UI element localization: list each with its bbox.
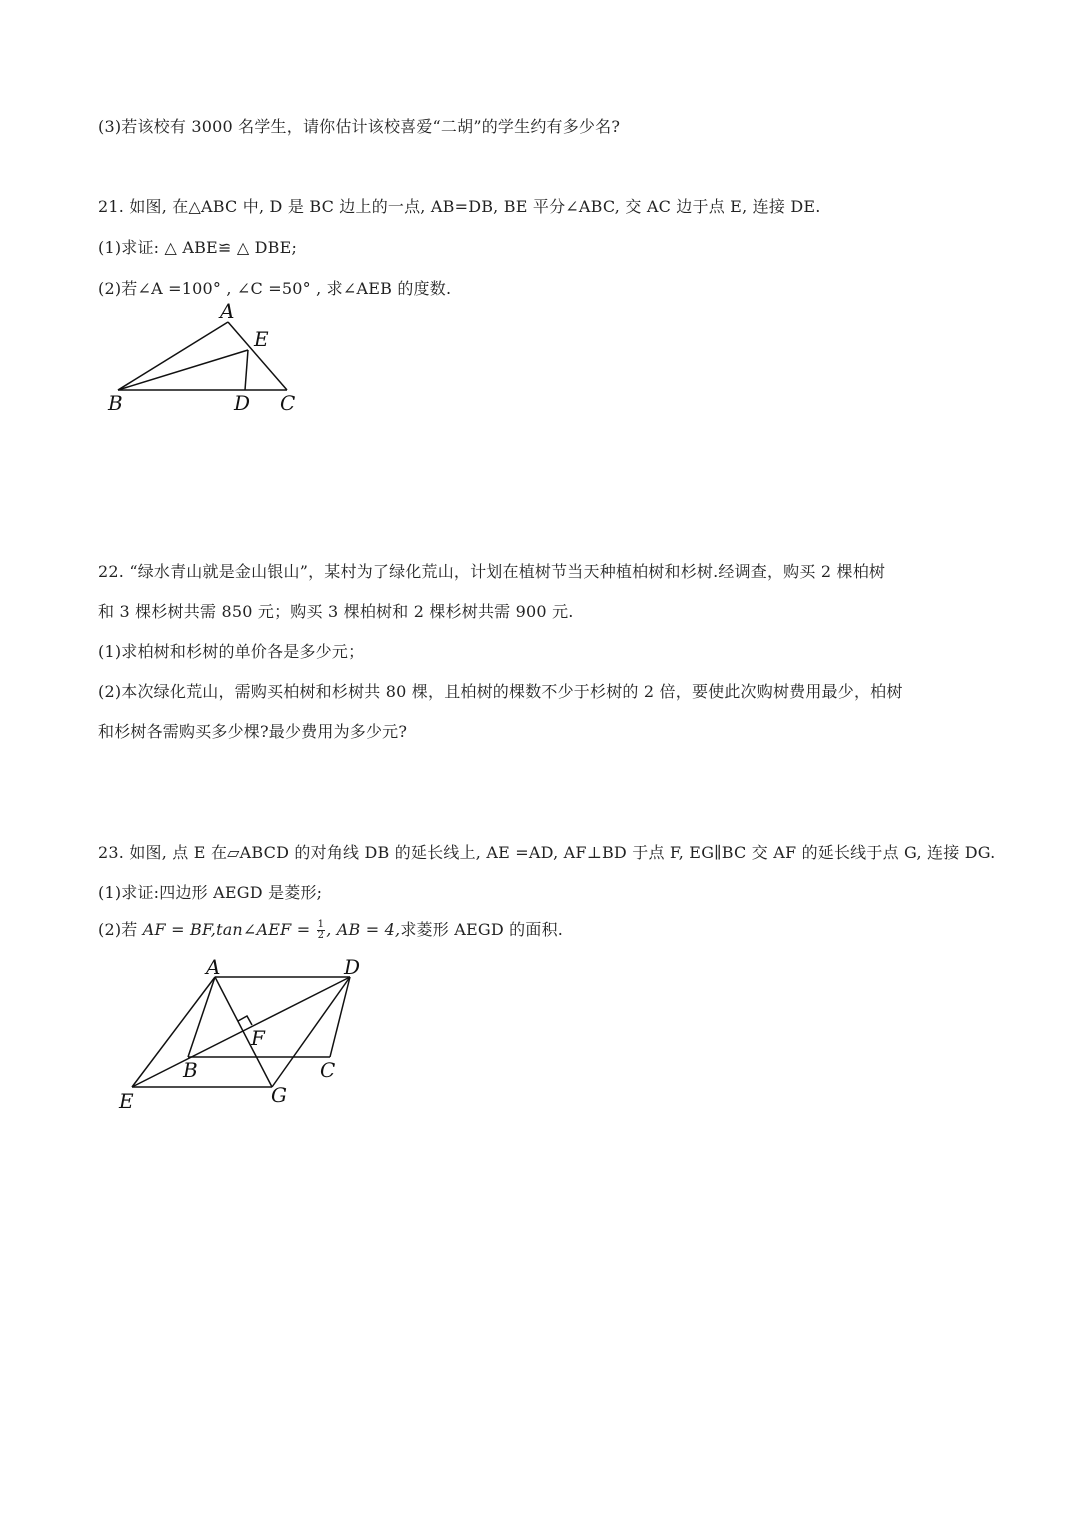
- label-d: D: [344, 955, 361, 979]
- label-b: B: [108, 391, 123, 415]
- q23-part2-suffix: 求菱形 AEGD 的面积.: [400, 920, 564, 939]
- label-g: G: [271, 1083, 287, 1107]
- q22-part2-line1: (2)本次绿化荒山，需购买柏树和杉树共 80 棵，且柏树的棵数不少于杉树的 2 倍，要使此次购树费用最少，柏树: [98, 682, 903, 701]
- label-a: A: [206, 955, 221, 979]
- q22-stem-line1: 22. “绿水青山就是金山银山”，某村为了绿化荒山，计划在植树节当天种植柏树和杉树.经调查，购买 2 棵柏树: [98, 562, 886, 581]
- q23-rhombus-figure: [110, 950, 380, 1115]
- q23-fraction: [317, 920, 326, 941]
- label-e: E: [254, 327, 269, 351]
- q21-part1: (1)求证: △ ABE≌ △ DBE;: [98, 238, 298, 257]
- q22-stem-line2: 和 3 棵杉树共需 850 元；购买 3 棵柏树和 2 棵杉树共需 900 元.: [98, 602, 574, 621]
- q23-math-ab: , AB = 4,: [326, 920, 401, 939]
- q23-stem: 23. 如图, 点 E 在▱ABCD 的对角线 DB 的延长线上, AE =AD, AF⊥BD 于点 F, EG∥BC 交 AF 的延长线于点 G, 连接 DG.: [98, 843, 996, 862]
- q23-math-af-bf: AF = BF,: [142, 920, 217, 939]
- segment-ed-diagonal: [132, 977, 350, 1087]
- q21-triangle-figure: [100, 300, 310, 420]
- q21-part2: (2)若∠A =100° , ∠C =50° , 求∠AEB 的度数.: [98, 279, 452, 298]
- segment-ab: [188, 977, 215, 1057]
- q23-math-tan: tan∠AEF =: [216, 920, 316, 939]
- label-a: A: [220, 300, 235, 323]
- segment-gd: [272, 977, 350, 1087]
- segment-ab: [118, 322, 228, 390]
- label-c: C: [280, 391, 296, 415]
- label-d: D: [234, 391, 251, 415]
- q23-part1: (1)求证:四边形 AEGD 是菱形;: [98, 883, 323, 902]
- segment-ae: [132, 977, 215, 1087]
- q23-part2: [98, 916, 563, 944]
- segment-de: [245, 350, 248, 390]
- q23-part2-prefix: (2)若: [98, 920, 143, 939]
- q22-part1: (1)求柏树和杉树的单价各是多少元；: [98, 642, 365, 661]
- label-c: C: [320, 1058, 336, 1082]
- fraction-denominator: 2: [317, 930, 325, 941]
- label-e: E: [119, 1089, 134, 1113]
- q21-stem: 21. 如图, 在△ABC 中, D 是 BC 边上的一点, AB=DB, BE 平分∠ABC, 交 AC 边于点 E, 连接 DE.: [98, 197, 821, 216]
- segment-be: [118, 350, 248, 390]
- q20-part3: (3)若该校有 3000 名学生，请你估计该校喜爱“二胡”的学生约有多少名?: [98, 117, 621, 136]
- segment-cd: [330, 977, 350, 1057]
- right-angle-mark: [238, 1016, 252, 1025]
- label-f: F: [251, 1026, 265, 1050]
- q22-part2-line2: 和杉树各需购买多少棵?最少费用为多少元?: [98, 722, 408, 741]
- fraction-numerator: 1: [317, 919, 325, 930]
- label-b: B: [183, 1058, 198, 1082]
